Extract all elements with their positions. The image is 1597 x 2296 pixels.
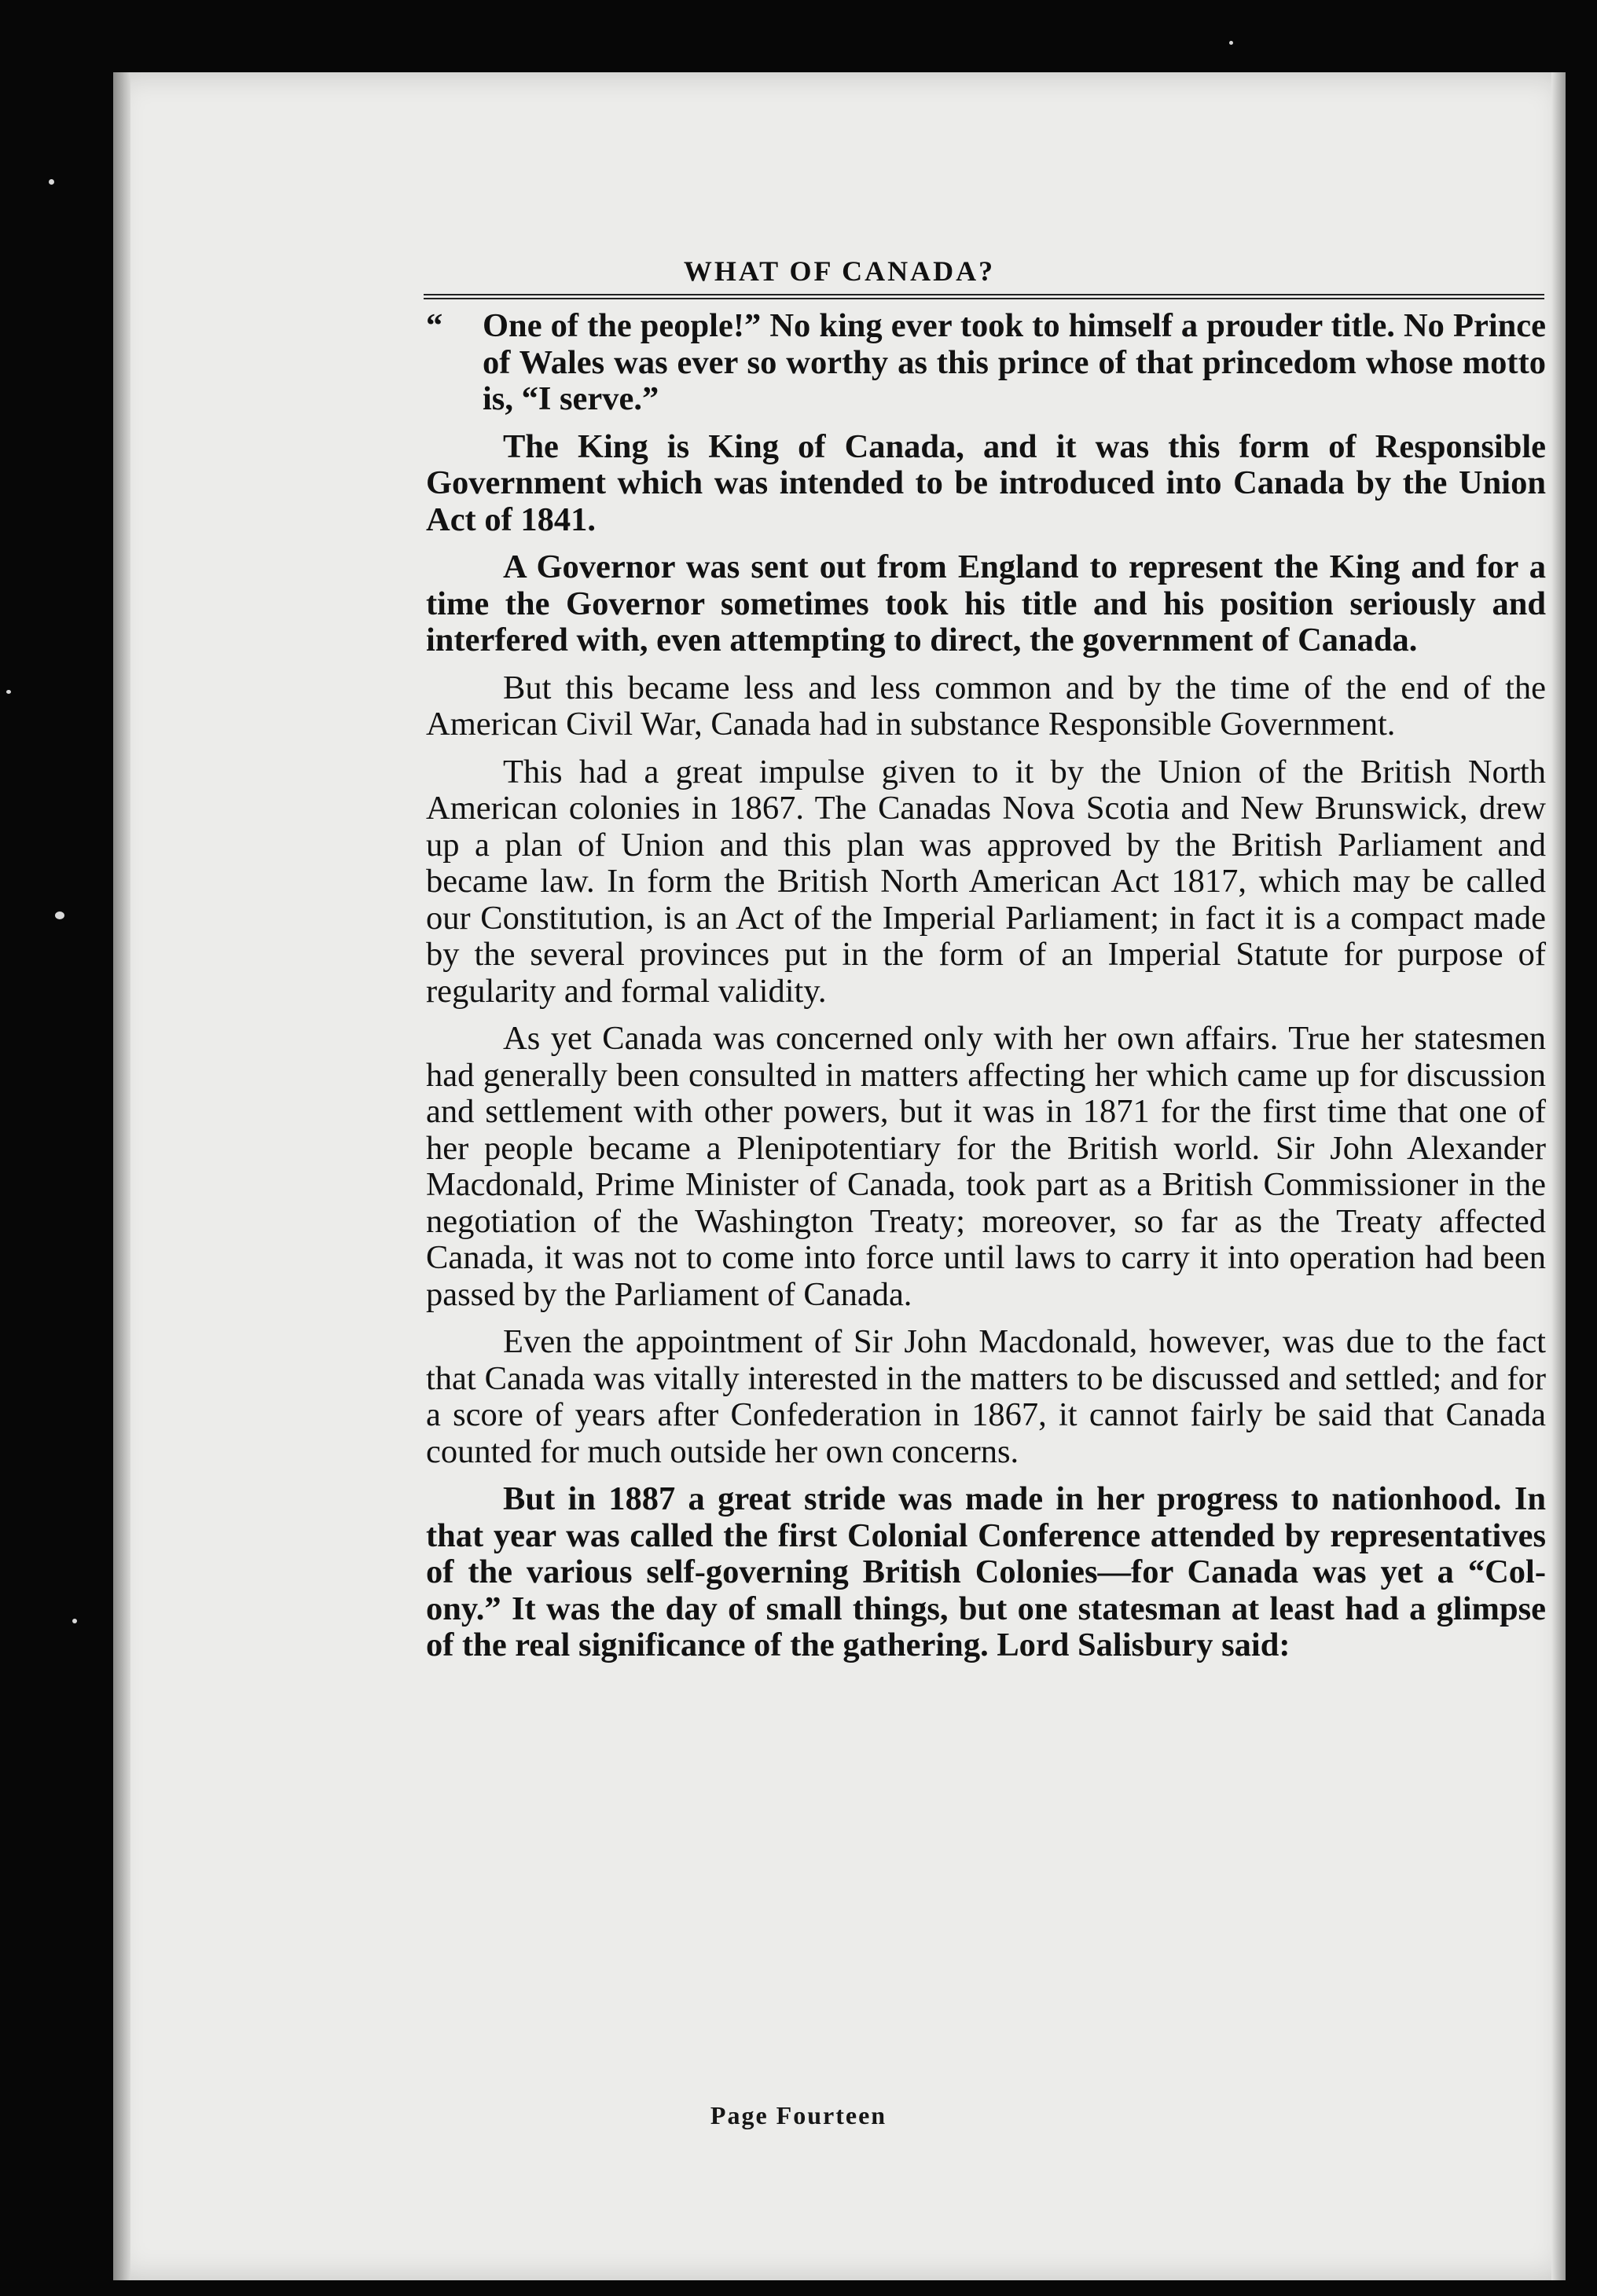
- paragraph-text: One of the people!” No king ever took to himself a prouder title. No Prince of Wales was ever so worthy as this prince of that princedom whose motto is, “I serve.”: [483, 307, 1546, 417]
- scan-speck: [6, 690, 11, 694]
- book-page: [113, 72, 1566, 2280]
- scan-speck: [1229, 41, 1233, 45]
- paragraph: As yet Canada was concerned only with her own affairs. True her statesmen had generally been consulted in matters affecting her which came up for discussion and settlement with other powers, but it was in 1871 for the first time that one of her people became a Plenipotentiary for the British world. Sir John Alexander Macdonald, Prime Minister of Canada, took part as a British Commissioner in the negotiation of the Washington Treaty; moreover, so far as the Treaty affected Canada, it was not to come into force until laws to carry it into operation had been passed by the Parliament of Canada.: [426, 1020, 1546, 1313]
- page-right-edge: [1551, 72, 1566, 2280]
- scan-speck: [49, 179, 54, 185]
- opening-quote: “: [426, 307, 443, 344]
- body-text: [426, 308, 1546, 1675]
- scan-speck: [55, 911, 64, 919]
- paragraph: The King is King of Canada, and it was this form of Responsible Government which was intended to be introduced into Canada by the Union Act of 1841.: [426, 427, 1546, 538]
- paragraph: But in 1887 a great stride was made in her progress to nationhood. In that year was called the first Colonial Conference attended by representatives of the various self-governing British Colonies—for Canada was yet a “Colony.” It was the day of small things, but one statesman at least had a glimpse of the real significance of the gathering. Lord Salisbury said:: [426, 1480, 1546, 1663]
- paragraph: Even the appointment of Sir John Macdonald, however, was due to the fact that Canada was vitally interested in the matters to be discussed and settled; and for a score of years after Confederation in 1867, it cannot fairly be said that Canada counted for much outside her own concerns.: [426, 1323, 1546, 1470]
- paragraph: A Governor was sent out from England to represent the King and for a time the Governor sometimes took his title and his position seriously and interfered with, even attempting to direct, the government of Canada.: [426, 548, 1546, 658]
- paragraph: [426, 308, 1546, 418]
- page-number-footer: Page Fourteen: [710, 2101, 887, 2129]
- header-double-rule: [424, 294, 1544, 299]
- running-head: WHAT OF CANADA?: [683, 255, 996, 287]
- paragraph: This had a great impulse given to it by the Union of the British North American colonies in 1867. The Canadas Nova Scotia and New Brunswick, drew up a plan of Union and this plan was approved by the British Parliament and became law. In form the British North American Act 1817, which may be called our Constitution, is an Act of the Imperial Parliament; in fact it is a compact made by the several provinces put in the form of an Imperial Statute for purpose of regularity and formal validity.: [426, 753, 1546, 1010]
- scan-speck: [72, 1619, 77, 1623]
- paragraph: But this became less and less common and by the time of the end of the American Civil War, Canada had in substance Responsible Government.: [426, 669, 1546, 743]
- page-left-edge: [113, 72, 130, 2280]
